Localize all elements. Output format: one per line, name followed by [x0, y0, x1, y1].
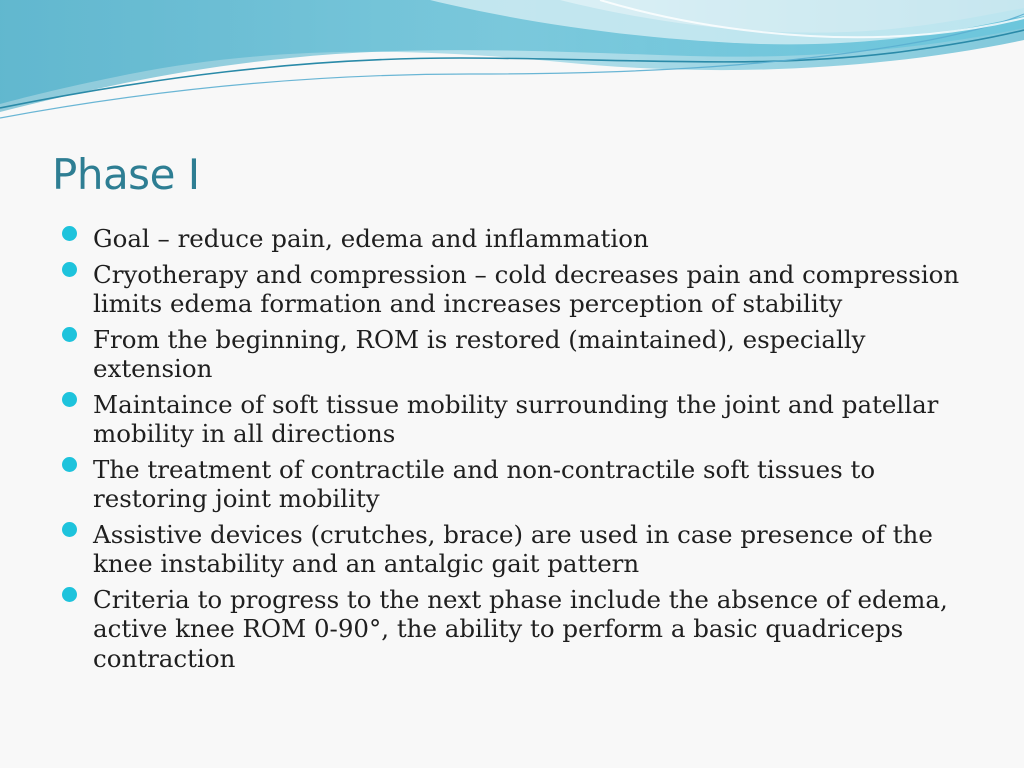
- bullet-text: Assistive devices (crutches, brace) are used in case presence of the knee instability and an antalgic gait pattern: [93, 519, 933, 578]
- bullet-dot-icon: [62, 587, 77, 602]
- bullet-dot-icon: [62, 226, 77, 241]
- bullet-item: [62, 224, 982, 254]
- bullet-text: From the beginning, ROM is restored (maintained), especially extension: [93, 324, 866, 383]
- bullet-dot-icon: [62, 457, 77, 472]
- slide-title: Phase I: [52, 150, 200, 199]
- bullet-dot-icon: [62, 262, 77, 277]
- bullet-text: The treatment of contractile and non-contractile soft tissues to restoring joint mobility: [93, 454, 876, 513]
- bullet-item: [62, 260, 982, 319]
- bullet-item: [62, 390, 982, 449]
- bullet-text: Criteria to progress to the next phase include the absence of edema, active knee ROM 0-90°, the ability to perform a basic quadriceps contraction: [93, 584, 948, 673]
- bullet-dot-icon: [62, 327, 77, 342]
- bullet-text: Cryotherapy and compression – cold decreases pain and compression limits edema formation and increases perception of stability: [93, 259, 960, 318]
- bullet-item: [62, 585, 982, 674]
- bullet-dot-icon: [62, 392, 77, 407]
- bullet-list: [62, 224, 982, 679]
- bullet-dot-icon: [62, 522, 77, 537]
- bullet-item: [62, 455, 982, 514]
- bullet-item: [62, 325, 982, 384]
- bullet-text: Maintaince of soft tissue mobility surrounding the joint and patellar mobility in all directions: [93, 389, 939, 448]
- wave-header-decoration: [0, 0, 1024, 130]
- bullet-text: Goal – reduce pain, edema and inflammation: [93, 224, 649, 253]
- bullet-item: [62, 520, 982, 579]
